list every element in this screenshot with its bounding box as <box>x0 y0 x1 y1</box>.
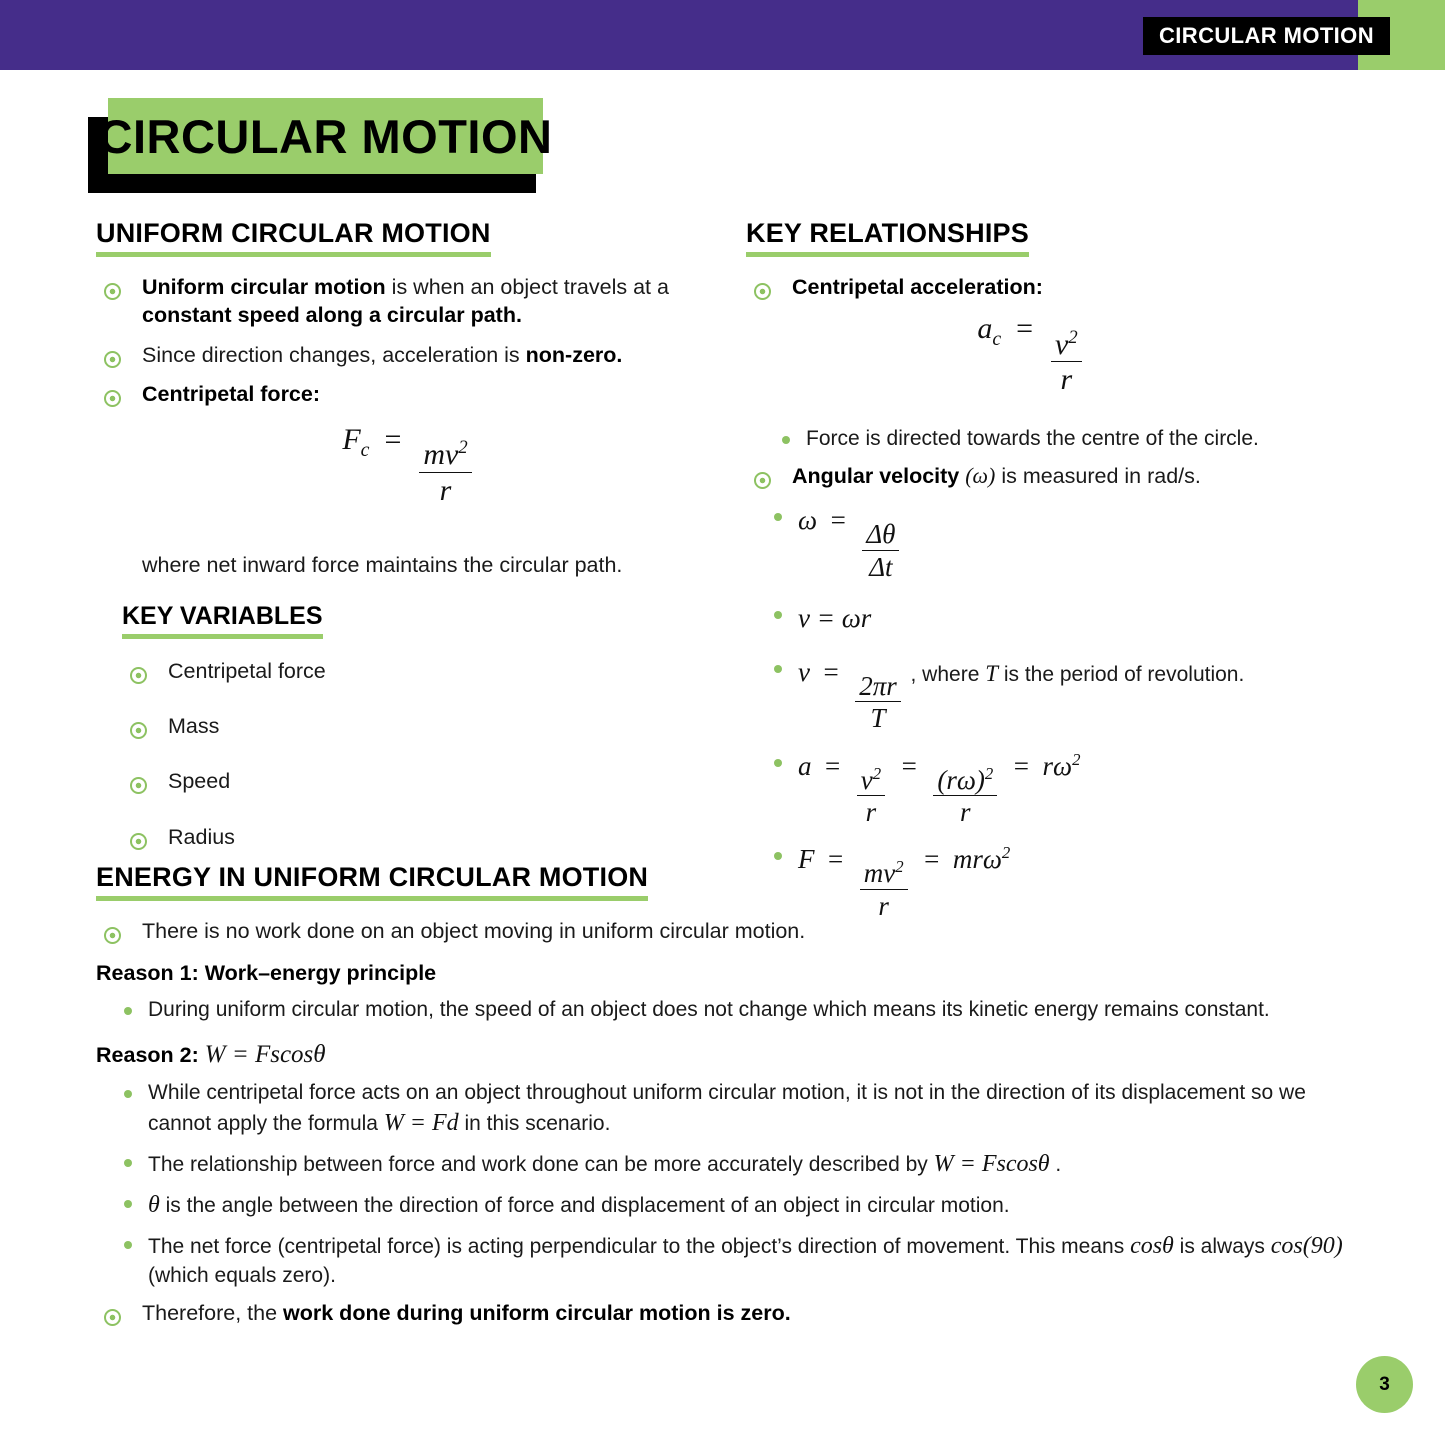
list-item: There is no work done on an object moving in uniform circular motion. <box>96 917 1351 945</box>
fraction-denominator: r <box>933 795 997 827</box>
energy-section <box>96 862 1351 1339</box>
inline-formula-cos-theta: cosθ <box>1130 1233 1174 1260</box>
period-symbol: T <box>985 660 999 686</box>
fraction <box>1051 326 1082 397</box>
energy-conclusion-list <box>96 1299 1351 1327</box>
key-relationships-bullet-list <box>746 273 1356 301</box>
fraction-numerator <box>857 763 885 795</box>
inline-formula-work-fscostheta: W = Fscosθ <box>933 1150 1050 1177</box>
numerator-text: v <box>860 764 873 795</box>
section-title-key-relationships: KEY RELATIONSHIPS <box>746 218 1029 257</box>
equals-sign: = <box>1007 750 1036 781</box>
period-tail-post: is the period of revolution. <box>998 662 1245 686</box>
fraction-numerator <box>1051 326 1082 362</box>
page-number-badge: 3 <box>1356 1356 1413 1413</box>
section-title-uniform-circular-motion: UNIFORM CIRCULAR MOTION <box>96 218 491 257</box>
equals-sign: = <box>917 844 947 875</box>
bullet-text-mid: is always <box>1173 1235 1271 1259</box>
page-header <box>0 0 1445 70</box>
inline-formula-cos-90: cos(90) <box>1270 1233 1343 1260</box>
list-item <box>96 380 721 408</box>
section-title-energy-in-uniform-circular-motion: ENERGY IN UNIFORM CIRCULAR MOTION <box>96 862 648 901</box>
list-item <box>768 654 1356 734</box>
centripetal-acceleration-label: Centripetal acceleration: <box>792 275 1043 299</box>
bullet-bold-tail: non-zero. <box>525 342 623 367</box>
centripetal-force-note: where net inward force maintains the circular path. <box>142 553 623 578</box>
list-item <box>118 1230 1351 1290</box>
numerator-text: mv <box>423 438 459 472</box>
reason-2-list <box>118 1079 1351 1291</box>
angular-velocity-list <box>746 462 1356 491</box>
right-column <box>746 218 1356 930</box>
fraction-denominator: r <box>1051 361 1082 397</box>
fraction <box>419 439 471 507</box>
formula-lhs: a <box>798 750 812 781</box>
equals-sign: = <box>894 750 924 781</box>
energy-lead-list <box>96 917 1351 945</box>
fraction-numerator: 2πr <box>859 670 897 701</box>
reason-2-label: Reason 2: <box>96 1042 199 1067</box>
fraction-denominator: r <box>857 795 885 827</box>
angular-velocity-rest: is measured in rad/s. <box>995 464 1201 489</box>
formula-rhs: mrω <box>952 844 1002 875</box>
left-column <box>96 218 721 878</box>
formula-lhs: F <box>342 422 361 456</box>
equals-sign: = <box>821 844 850 875</box>
numerator-text: v <box>1055 327 1069 361</box>
formula-lhs: ω <box>798 505 818 536</box>
spacer <box>96 517 721 551</box>
formula-v-equals-omega-r: v = ωr <box>798 602 872 633</box>
numerator-exponent: 2 <box>458 437 468 459</box>
fraction-numerator <box>933 763 997 795</box>
formula-lhs-subscript: c <box>360 438 370 461</box>
formula-acceleration-chain <box>798 749 1081 827</box>
bullet-text-post: . <box>1049 1152 1062 1176</box>
list-item: Radius <box>122 823 721 851</box>
list-item <box>118 1148 1351 1180</box>
formula-lhs: v <box>798 656 810 687</box>
equals-sign: = <box>816 656 846 687</box>
formula-lhs: a <box>977 312 993 346</box>
numerator-exponent: 2 <box>984 763 994 783</box>
list-item: Mass <box>122 712 721 740</box>
period-tail-pre: , where <box>910 662 986 686</box>
force-direction-list <box>776 425 1356 453</box>
list-item: During uniform circular motion, the speed of an object does not change which means its kinetic energy remains constant. <box>118 996 1351 1024</box>
list-item: Speed <box>122 767 721 795</box>
fraction <box>862 520 899 582</box>
numerator-text: mv <box>863 858 896 889</box>
numerator-exponent: 2 <box>872 763 882 783</box>
list-item <box>768 748 1356 828</box>
uniform-circular-motion-bullet-list <box>96 273 721 409</box>
fraction-numerator <box>419 439 471 472</box>
inline-formula-work-force-distance: W = Fd <box>383 1109 459 1136</box>
numerator-exponent: 2 <box>1068 326 1078 348</box>
equals-sign: = <box>376 422 409 456</box>
formula-lhs-subscript: c <box>992 328 1002 351</box>
angular-formula-list <box>768 502 1356 921</box>
numerator-exponent: 2 <box>895 857 904 877</box>
subsection-title-key-variables: KEY VARIABLES <box>122 602 323 639</box>
key-variables-block <box>122 602 721 852</box>
conclusion-text-bold: work done during uniform circular motion is zero. <box>283 1301 791 1326</box>
list-item <box>118 1189 1351 1221</box>
list-item <box>768 600 1356 636</box>
bullet-text-pre: The relationship between force and work done can be more accurately described by <box>148 1152 934 1176</box>
header-topic-badge: CIRCULAR MOTION <box>1143 17 1390 55</box>
bullet-text-pre: The net force (centripetal force) is acting perpendicular to the object’s direction of movement. This means <box>148 1235 1131 1259</box>
formula-rhs-exponent: 2 <box>1001 843 1011 863</box>
inline-symbol-theta: θ <box>148 1191 160 1218</box>
equals-sign: = <box>823 505 853 536</box>
page-title: CIRCULAR MOTION <box>98 109 553 163</box>
bullet-text: is when an object travels at a <box>385 275 669 299</box>
key-variables-list <box>122 657 721 852</box>
list-item: Centripetal force <box>122 657 721 685</box>
list-item <box>746 462 1356 491</box>
page-title-block <box>88 98 558 193</box>
reason-2-heading <box>96 1041 1351 1069</box>
list-item <box>96 273 721 330</box>
numerator-text: (rω) <box>937 764 985 795</box>
list-item <box>746 273 1356 301</box>
formula-centripetal-acceleration <box>746 312 1356 397</box>
bullet-bold-lead: Centripetal force: <box>142 382 321 407</box>
fraction-denominator: r <box>860 889 908 921</box>
conclusion-text-pre: Therefore, the <box>142 1301 284 1326</box>
angular-velocity-symbol: (ω) <box>965 463 996 489</box>
title-green-box <box>98 98 553 174</box>
bullet-bold-lead: Uniform circular motion <box>142 275 386 299</box>
spacer <box>746 403 1356 425</box>
fraction <box>933 763 997 828</box>
reason-1-heading: Reason 1: Work–energy principle <box>96 961 437 986</box>
formula-v-period <box>798 656 911 734</box>
fraction-denominator: Δt <box>862 550 899 582</box>
list-item <box>96 341 721 369</box>
reason-1-list <box>118 996 1351 1024</box>
angular-velocity-label: Angular velocity <box>792 464 960 489</box>
fraction <box>857 763 885 828</box>
spacer <box>96 580 721 602</box>
fraction-denominator: T <box>855 701 901 733</box>
list-item: Force is directed towards the centre of the circle. <box>776 425 1356 453</box>
formula-lhs: F <box>798 844 815 875</box>
bullet-text: Since direction changes, acceleration is <box>142 342 526 367</box>
list-item <box>118 1079 1351 1139</box>
reason-2-formula: W = Fscosθ <box>204 1040 326 1068</box>
formula-rhs: rω <box>1042 750 1073 781</box>
list-item <box>96 1299 1351 1327</box>
bullet-text-post: is the angle between the direction of force and displacement of an object in circular motion. <box>159 1193 1010 1217</box>
formula-rhs-exponent: 2 <box>1072 749 1081 769</box>
bullet-text-post: (which equals zero). <box>148 1264 336 1288</box>
fraction <box>855 672 901 734</box>
bullet-text-post: in this scenario. <box>458 1111 611 1135</box>
equals-sign: = <box>818 750 847 781</box>
bullet-bold-tail: constant speed along a circular path. <box>142 303 522 328</box>
bullet-text-pre: While centripetal force acts on an object throughout uniform circular motion, it is not in the direction of its displacement so we cannot apply the formula <box>148 1080 1306 1135</box>
fraction-denominator: r <box>419 472 471 508</box>
list-item <box>768 502 1356 582</box>
formula-centripetal-force <box>96 423 721 508</box>
fraction-numerator: Δθ <box>866 519 896 550</box>
equals-sign: = <box>1008 312 1041 346</box>
